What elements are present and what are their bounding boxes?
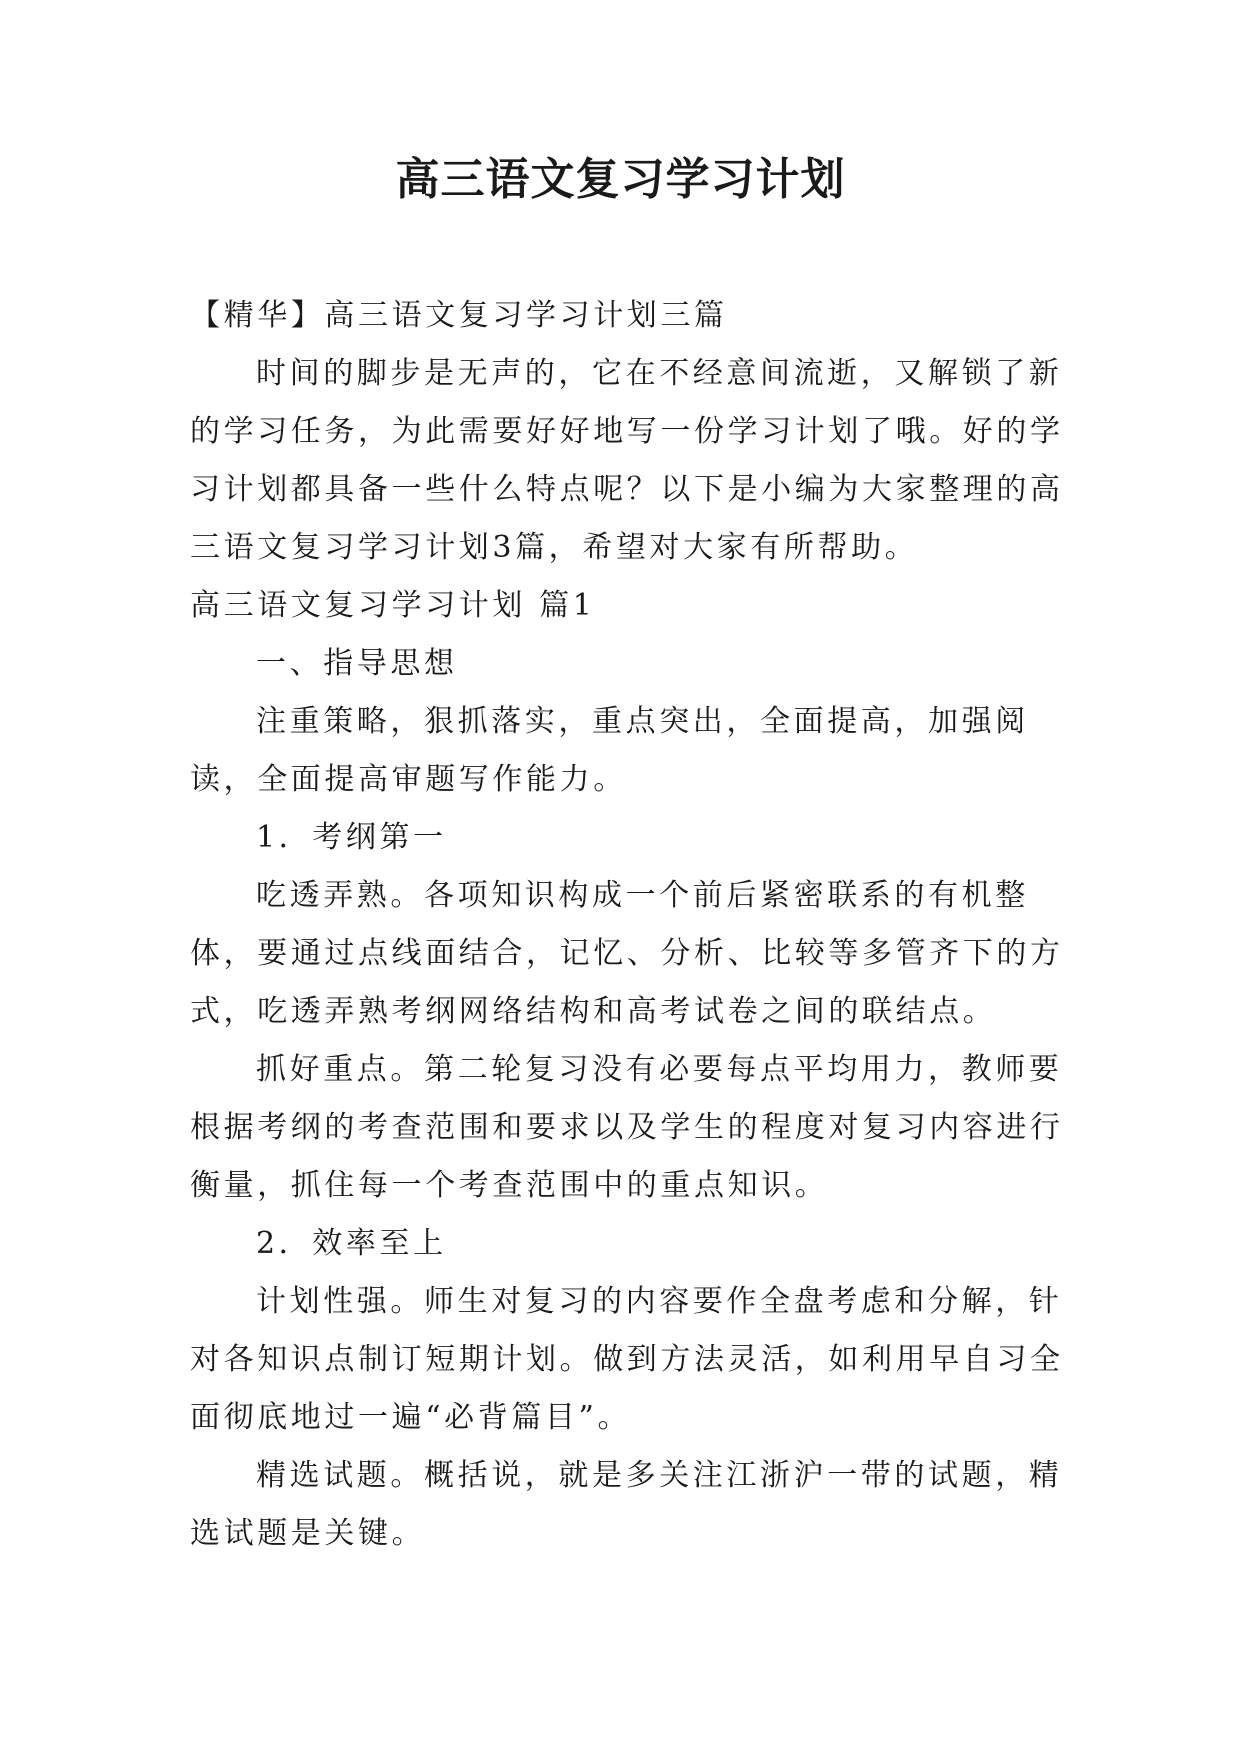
heading-syllabus-first: 1．考纲第一 bbox=[256, 820, 447, 855]
heading-guiding-thought: 一、指导思想 bbox=[256, 646, 458, 681]
subtitle-line: 【精华】高三语文复习学习计划三篇 bbox=[190, 298, 728, 333]
paragraph-planning: 计划性强。师生对复习的内容要作全盘考虑和分解，针对各知识点制订短期计划。做到方法灵活，如利用早自习全面彻底地过一遍“必背篇目”。 bbox=[190, 1284, 1064, 1435]
heading-efficiency-first: 2．效率至上 bbox=[256, 1226, 447, 1261]
paragraph-strategy: 注重策略，狠抓落实，重点突出，全面提高，加强阅读，全面提高审题写作能力。 bbox=[190, 704, 1029, 797]
section-title: 高三语文复习学习计划 篇1 bbox=[190, 588, 596, 623]
paragraph-master-thoroughly: 吃透弄熟。各项知识构成一个前后紧密联系的有机整体，要通过点线面结合，记忆、分析、比较等多管齐下的方式，吃透弄熟考纲网络结构和高考试卷之间的联结点。 bbox=[190, 878, 1064, 1029]
document-title: 高三语文复习学习计划 bbox=[395, 154, 846, 205]
paragraph-select-questions: 精选试题。概括说，就是多关注江浙沪一带的试题，精选试题是关键。 bbox=[190, 1458, 1063, 1551]
intro-paragraph: 时间的脚步是无声的，它在不经意间流逝，又解锁了新的学习任务，为此需要好好地写一份学习计划了哦。好的学习计划都具备一些什么特点呢？以下是小编为大家整理的高三语文复习学习计划3篇，希望对大家有所帮助。 bbox=[190, 356, 1064, 565]
paragraph-key-points: 抓好重点。第二轮复习没有必要每点平均用力，教师要根据考纲的考查范围和要求以及学生的程度对复习内容进行衡量，抓住每一个考查范围中的重点知识。 bbox=[190, 1052, 1064, 1203]
document-body bbox=[190, 287, 1070, 1563]
